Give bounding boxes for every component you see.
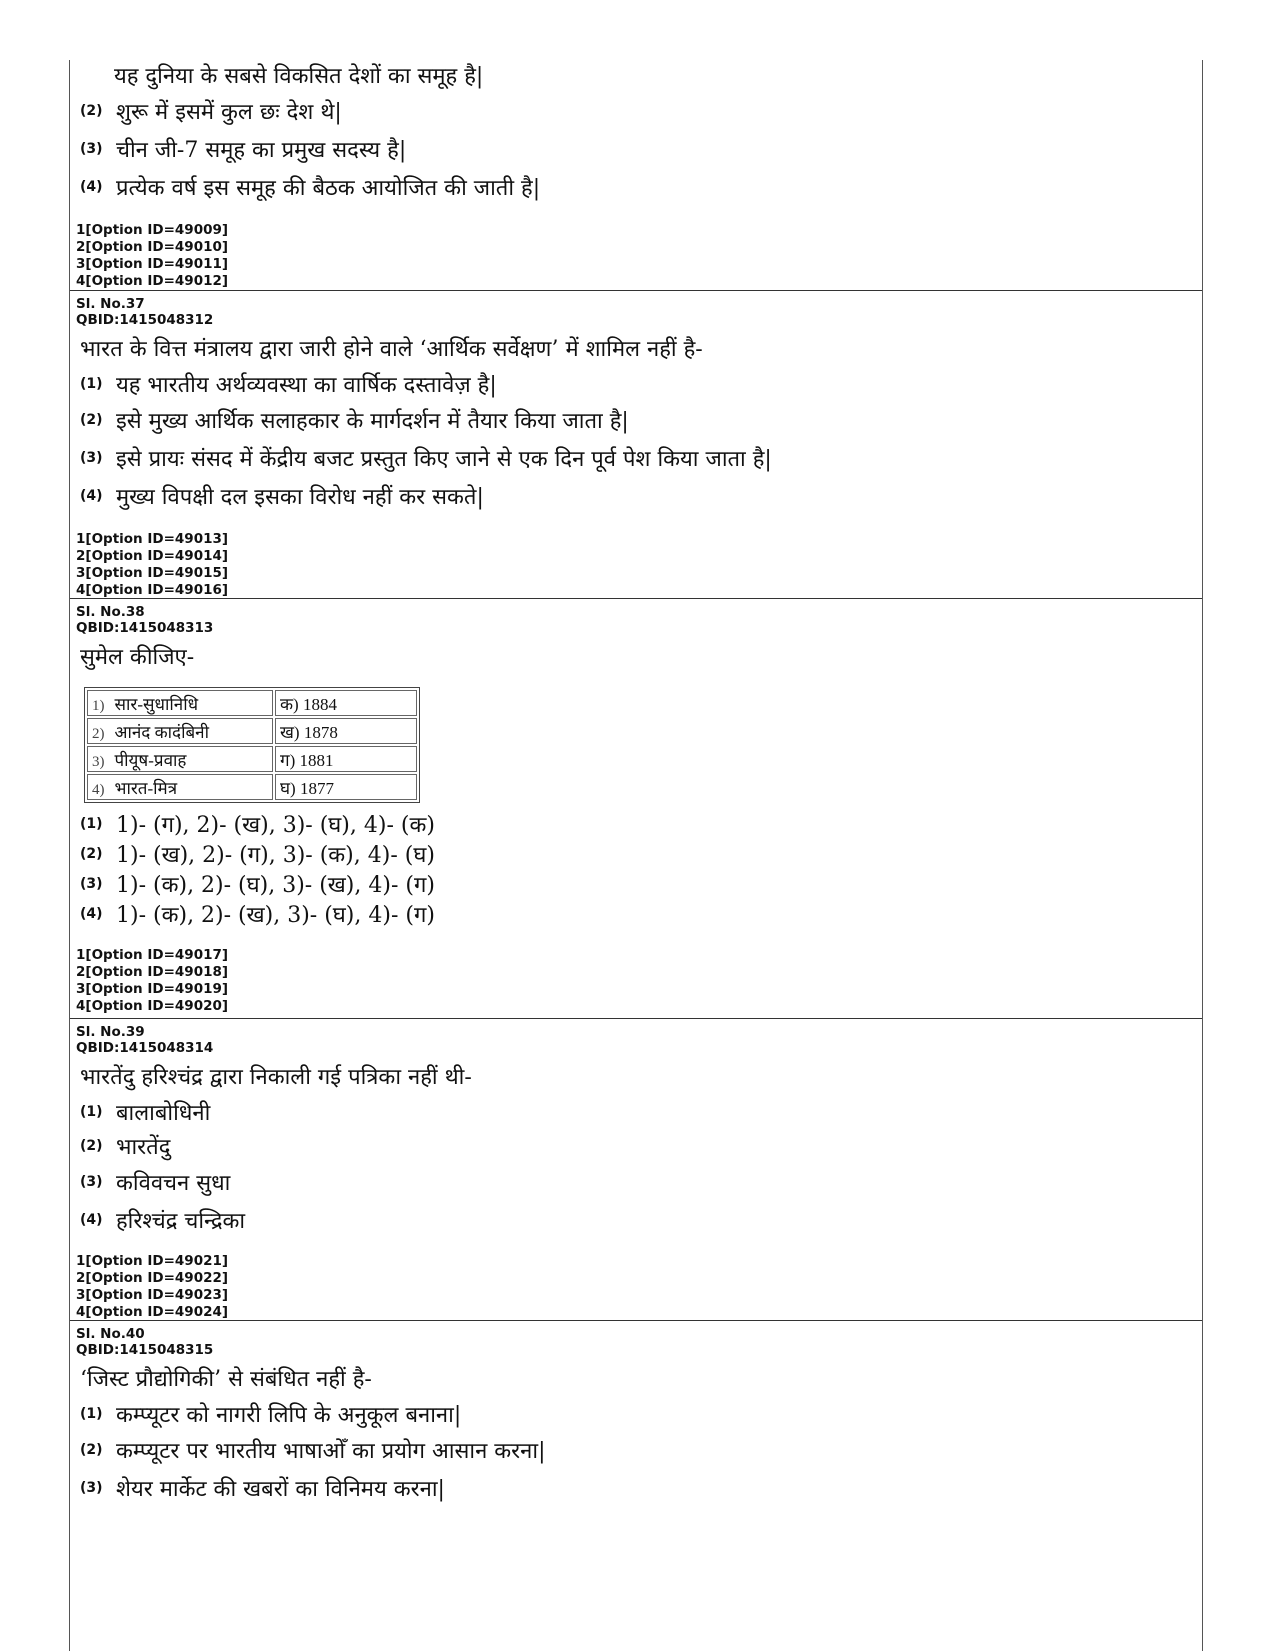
option-number: (4) bbox=[80, 488, 103, 504]
option-number: (3) bbox=[80, 141, 103, 157]
option-text: इसे मुख्य आर्थिक सलाहकार के मार्गदर्शन में तैयार किया जाता है| bbox=[116, 409, 629, 434]
option-3 bbox=[80, 443, 772, 473]
option-2 bbox=[80, 839, 435, 869]
option-2 bbox=[80, 96, 342, 126]
option-id: 1[Option ID=49009] bbox=[76, 222, 229, 238]
option-number: (4) bbox=[80, 1212, 103, 1228]
option-number: (1) bbox=[80, 1406, 103, 1422]
option-number: (2) bbox=[80, 103, 103, 119]
table-row bbox=[87, 718, 417, 744]
option-text: 1)- (ग), 2)- (ख), 3)- (घ), 4)- (क) bbox=[116, 813, 435, 838]
option-1 bbox=[80, 1399, 461, 1429]
option-id: 4[Option ID=49024] bbox=[76, 1304, 229, 1320]
option-id-list bbox=[76, 947, 228, 1015]
question-text-tail: यह दुनिया के सबसे विकसित देशों का समूह है| bbox=[114, 64, 484, 89]
qbid: QBID:1415048313 bbox=[76, 620, 214, 636]
qbid: QBID:1415048312 bbox=[76, 312, 214, 328]
option-number: (4) bbox=[80, 906, 103, 922]
option-number: (2) bbox=[80, 1442, 103, 1458]
serial-number: Sl. No.39 bbox=[76, 1024, 145, 1040]
option-1 bbox=[80, 809, 435, 839]
option-id: 2[Option ID=49010] bbox=[76, 239, 229, 255]
option-text: 1)- (ख), 2)- (ग), 3)- (क), 4)- (घ) bbox=[116, 843, 435, 868]
table-row bbox=[87, 746, 417, 772]
option-3 bbox=[80, 134, 406, 164]
item-name: भारत-मित्र bbox=[114, 778, 178, 798]
row-index: 3) bbox=[92, 753, 105, 770]
table-cell-right: ग) 1881 bbox=[275, 746, 417, 772]
row-index: 1) bbox=[92, 697, 105, 714]
row-index: 2) bbox=[92, 725, 105, 742]
option-2 bbox=[80, 1131, 170, 1161]
qbid: QBID:1415048314 bbox=[76, 1040, 214, 1056]
table-cell-left bbox=[87, 690, 273, 716]
question-text: भारत के वित्त मंत्रालय द्वारा जारी होने वाले ‘आर्थिक सर्वेक्षण’ में शामिल नहीं है- bbox=[80, 337, 703, 362]
option-4 bbox=[80, 481, 484, 511]
question-header bbox=[76, 1024, 213, 1056]
option-text: बालाबोधिनी bbox=[116, 1101, 211, 1126]
question-header bbox=[76, 604, 213, 636]
question-header bbox=[76, 1326, 213, 1358]
match-table bbox=[84, 687, 420, 803]
option-4 bbox=[80, 1205, 245, 1235]
option-text: भारतेंदु bbox=[116, 1135, 171, 1160]
option-id-list bbox=[76, 1253, 228, 1321]
option-text: प्रत्येक वर्ष इस समूह की बैठक आयोजित की जाती है| bbox=[116, 176, 541, 201]
question-38 bbox=[70, 598, 1202, 1019]
option-text: हरिश्चंद्र चन्द्रिका bbox=[116, 1209, 246, 1234]
option-number: (1) bbox=[80, 1104, 103, 1120]
option-id: 1[Option ID=49017] bbox=[76, 947, 229, 963]
option-number: (1) bbox=[80, 816, 103, 832]
option-text: शेयर मार्केट की खबरों का विनिमय करना| bbox=[116, 1477, 445, 1502]
option-id: 4[Option ID=49016] bbox=[76, 582, 229, 598]
question-40 bbox=[70, 1320, 1202, 1652]
option-text: इसे प्रायः संसद में केंद्रीय बजट प्रस्तुत किए जाने से एक दिन पूर्व पेश किया जाता है| bbox=[116, 447, 772, 472]
table-cell-left bbox=[87, 774, 273, 800]
question-36-continued bbox=[70, 60, 1202, 290]
option-number: (2) bbox=[80, 412, 103, 428]
option-id: 2[Option ID=49018] bbox=[76, 964, 229, 980]
option-4 bbox=[80, 172, 540, 202]
option-id-list bbox=[76, 531, 228, 599]
option-number: (3) bbox=[80, 1174, 103, 1190]
question-text: भारतेंदु हरिश्चंद्र द्वारा निकाली गई पत्रिका नहीं थी- bbox=[80, 1065, 472, 1090]
question-header bbox=[76, 296, 213, 328]
question-paper-frame bbox=[69, 60, 1203, 1651]
item-name: पीयूष-प्रवाह bbox=[114, 750, 187, 770]
table-cell-left bbox=[87, 746, 273, 772]
option-3 bbox=[80, 1167, 230, 1197]
option-id: 2[Option ID=49022] bbox=[76, 1270, 229, 1286]
option-number: (3) bbox=[80, 450, 103, 466]
option-text: कम्प्यूटर पर भारतीय भाषाओँ का प्रयोग आसान करना| bbox=[116, 1439, 546, 1464]
option-number: (3) bbox=[80, 1480, 103, 1496]
option-id: 3[Option ID=49019] bbox=[76, 981, 229, 997]
option-number: (4) bbox=[80, 179, 103, 195]
serial-number: Sl. No.40 bbox=[76, 1326, 145, 1342]
option-number: (3) bbox=[80, 876, 103, 892]
question-37 bbox=[70, 290, 1202, 599]
table-cell-right: घ) 1877 bbox=[275, 774, 417, 800]
option-text: कविवचन सुधा bbox=[116, 1171, 231, 1196]
option-id: 4[Option ID=49012] bbox=[76, 273, 229, 289]
item-name: सार-सुधानिधि bbox=[114, 694, 199, 714]
option-2 bbox=[80, 405, 629, 435]
serial-number: Sl. No.38 bbox=[76, 604, 145, 620]
option-id: 1[Option ID=49013] bbox=[76, 531, 229, 547]
option-number: (1) bbox=[80, 376, 103, 392]
question-text: सुमेल कीजिए- bbox=[80, 645, 195, 670]
option-1 bbox=[80, 1097, 210, 1127]
option-2 bbox=[80, 1435, 546, 1465]
option-id: 1[Option ID=49021] bbox=[76, 1253, 229, 1269]
qbid: QBID:1415048315 bbox=[76, 1342, 214, 1358]
option-id-list bbox=[76, 222, 228, 290]
option-id: 4[Option ID=49020] bbox=[76, 998, 229, 1014]
option-3 bbox=[80, 869, 435, 899]
option-text: मुख्य विपक्षी दल इसका विरोध नहीं कर सकते| bbox=[116, 485, 484, 510]
table-cell-right: क) 1884 bbox=[275, 690, 417, 716]
option-text: 1)- (क), 2)- (ख), 3)- (घ), 4)- (ग) bbox=[116, 903, 435, 928]
question-39 bbox=[70, 1018, 1202, 1321]
option-4 bbox=[80, 899, 435, 929]
serial-number: Sl. No.37 bbox=[76, 296, 145, 312]
option-id: 2[Option ID=49014] bbox=[76, 548, 229, 564]
table-row bbox=[87, 774, 417, 800]
option-id: 3[Option ID=49015] bbox=[76, 565, 229, 581]
row-index: 4) bbox=[92, 781, 105, 798]
option-3 bbox=[80, 1473, 445, 1503]
option-id: 3[Option ID=49023] bbox=[76, 1287, 229, 1303]
option-text: कम्प्यूटर को नागरी लिपि के अनुकूल बनाना| bbox=[116, 1403, 462, 1428]
option-text: चीन जी-7 समूह का प्रमुख सदस्य है| bbox=[116, 138, 407, 163]
option-number: (2) bbox=[80, 846, 103, 862]
table-cell-left bbox=[87, 718, 273, 744]
option-number: (2) bbox=[80, 1138, 103, 1154]
option-1 bbox=[80, 369, 497, 399]
option-text: शुरू में इसमें कुल छः देश थे| bbox=[116, 100, 342, 125]
option-text: यह भारतीय अर्थव्यवस्था का वार्षिक दस्तावेज़ है| bbox=[116, 373, 497, 398]
table-row bbox=[87, 690, 417, 716]
option-id: 3[Option ID=49011] bbox=[76, 256, 229, 272]
table-cell-right: ख) 1878 bbox=[275, 718, 417, 744]
option-text: 1)- (क), 2)- (घ), 3)- (ख), 4)- (ग) bbox=[116, 873, 435, 898]
item-name: आनंद कादंबिनी bbox=[114, 722, 210, 742]
question-text: ‘जिस्ट प्रौद्योगिकी’ से संबंधित नहीं है- bbox=[80, 1367, 372, 1392]
